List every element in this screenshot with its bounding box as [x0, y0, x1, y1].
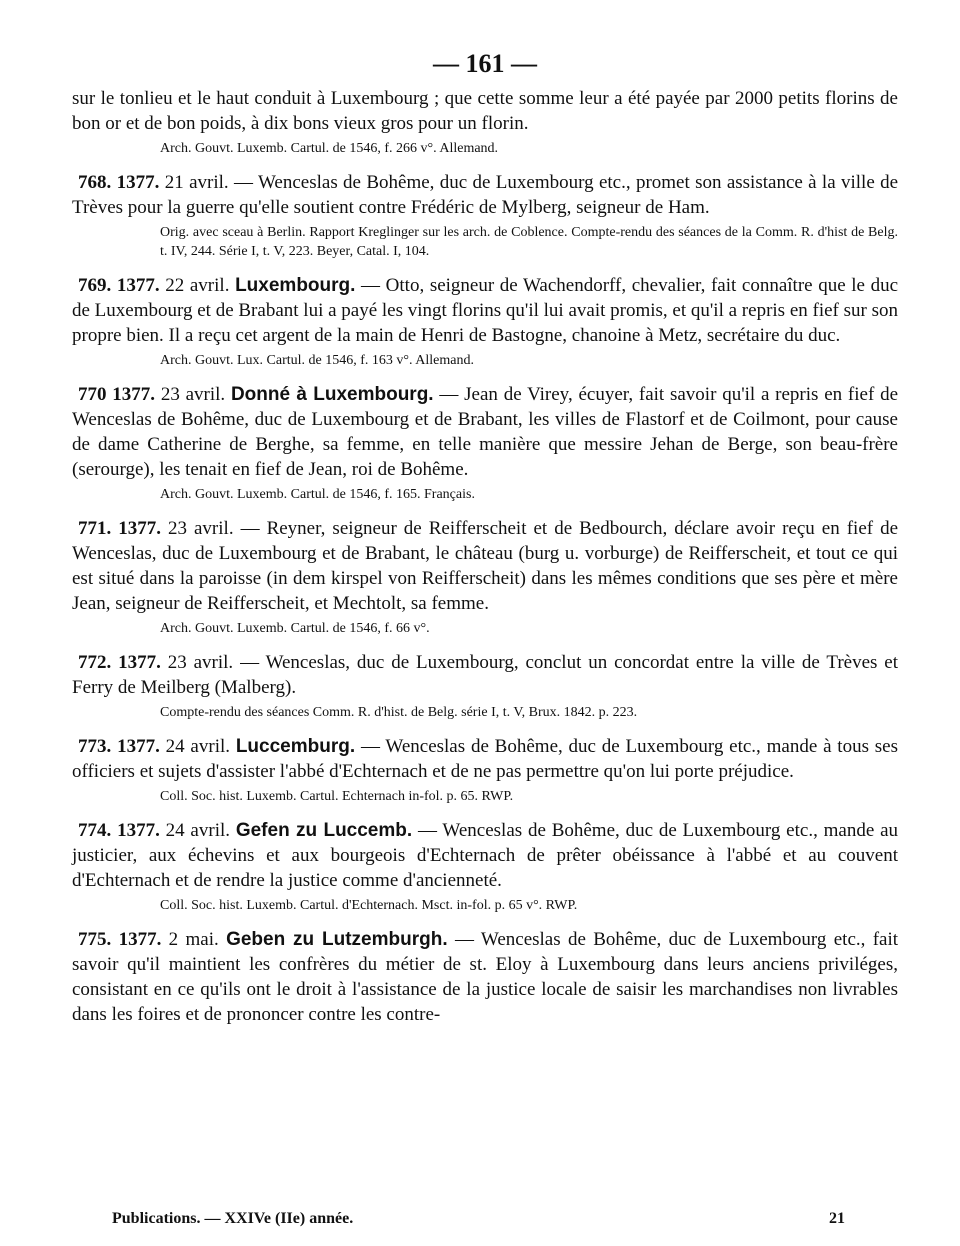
intro-source: Arch. Gouvt. Luxemb. Cartul. de 1546, f. 266 v°. Allemand.: [160, 141, 499, 156]
entry-year: 1377.: [116, 172, 160, 193]
entry-year: 1377.: [118, 652, 161, 673]
entry-year: 1377.: [118, 929, 162, 950]
entry-paragraph: [72, 170, 898, 220]
entry-source: Arch. Gouvt. Lux. Cartul. de 1546, f. 163 v°. Allemand.: [160, 353, 474, 368]
entry-year: 1377.: [112, 384, 156, 405]
entry-date: 24 avril.: [165, 736, 231, 757]
entry-paragraph: [72, 516, 898, 616]
entry-source: Orig. avec sceau à Berlin. Rapport Kreglinger sur les arch. de Coblence. Compte-rendu des séances de la Comm. R. d'hist de Belg. t. IV, 244. Série I, t. V, 223. Beyer, Catal. I, 104.: [160, 225, 898, 259]
entry-text: — Wenceslas de Bohême, duc de Luxembourg etc., fait savoir qu'il maintient les confrères du métier de st. Eloy à Luxembourg dans leurs anciens priviléges, consistant en ce qu'ils ont le droit à l'assistance de la justice locale de saisir les marchandises non livrables dans les foires et de prononcer contre les contre-: [72, 929, 899, 1025]
intro-block: [72, 86, 898, 158]
entry-number: 769.: [78, 275, 112, 296]
intro-text: sur le tonlieu et le haut conduit à Luxembourg ; que cette somme leur a été payée par 2000 petits florins de bon or et de bon poids, à dix bons vieux gros pour un florin.: [72, 88, 898, 134]
entry-year: 1377.: [118, 518, 161, 539]
footer-publication: Publications. — XXIVe (IIe) année.: [112, 1210, 354, 1227]
entry-1: [72, 273, 898, 370]
page-number: — 161 —: [433, 49, 537, 78]
page-footer: [112, 1210, 845, 1228]
entry-place: Donné à Luxembourg.: [230, 384, 434, 405]
entry-date: 2 mai.: [168, 929, 219, 950]
entry-paragraph: [72, 734, 898, 784]
entry-number: 768.: [78, 172, 112, 193]
entry-text: — Jean de Virey, écuyer, fait savoir qu'il a repris en fief de Wenceslas de Bohême, duc de Luxembourg et de Brabant, les villes de Flastorf et de Coilmont, pour cause de dame Catherine de Berghe, sa femme, en telle manière que messire Jehan de Berge, son beau-frère (serourge), les tenait en fief de Jean, roi de Bohême.: [72, 384, 898, 480]
entry-year: 1377.: [116, 275, 160, 296]
entry-place: Gefen zu Luccemb.: [235, 820, 413, 841]
entry-text: — Reyner, seigneur de Reifferscheit et de Bedbourch, déclare avoir reçu en fief de Wenceslas, duc de Luxembourg et de Brabant, le château (burg u. vorburge) de Reifferscheit, et tout ce qui est situé dans la paroisse (in dem kirspel von Reifferscheit) dans les mêmes conditions que ses père et mère Jean, seigneur de Reifferscheit, et Mechtolt, sa femme.: [72, 518, 899, 614]
entry-paragraph: [72, 382, 898, 482]
entry-text: — Wenceslas de Bohême, duc de Luxembourg etc., mande au justicier, aux échevins et aux bourgeois d'Echternach de prêter obéissance à l'abbé et au couvent d'Echternach et de rendre la justice comme d'ancienneté.: [72, 820, 899, 891]
entry-date: 22 avril.: [165, 275, 230, 296]
entry-2: [72, 382, 898, 504]
entry-date: 23 avril.: [167, 652, 234, 673]
entry-6: [72, 818, 898, 915]
entry-source: Arch. Gouvt. Luxemb. Cartul. de 1546, f. 66 v°.: [160, 621, 430, 636]
footer-signature: 21: [829, 1210, 845, 1227]
entry-date: 24 avril.: [165, 820, 231, 841]
entry-paragraph: [72, 650, 898, 700]
entry-number: 773.: [78, 736, 112, 757]
entry-4: [72, 650, 898, 722]
entry-year: 1377.: [117, 736, 160, 757]
entry-source: Coll. Soc. hist. Luxemb. Cartul. d'Echternach. Msct. in-fol. p. 65 v°. RWP.: [160, 898, 578, 913]
entry-text: — Otto, seigneur de Wachendorff, chevalier, fait connaître que le duc de Luxembourg et de Brabant lui a payé les vingt florins qu'il lui avait promis, et qu'il a repris en fief sur son propre bien. Il a reçu cet argent de la main de Henri de Bastogne, chanoine à Metz, secrétaire du duc.: [72, 275, 899, 346]
entry-number: 771.: [78, 518, 112, 539]
entry-text: — Wenceslas, duc de Luxembourg, conclut un concordat entre la ville de Trèves et Ferry de Meilberg (Malberg).: [72, 652, 898, 698]
entry-date: 23 avril.: [168, 518, 234, 539]
entry-text: — Wenceslas de Bohême, duc de Luxembourg etc., mande à tous ses officiers et sujets d'assister l'abbé d'Echternach et de ne pas permettre qu'on lui porte préjudice.: [72, 736, 899, 782]
entry-date: 23 avril.: [160, 384, 226, 405]
entry-place: Luccemburg.: [235, 736, 356, 757]
entry-number: 775.: [78, 929, 112, 950]
entry-place: Luxembourg.: [235, 275, 356, 296]
entry-number: 770: [78, 384, 107, 405]
entry-3: [72, 516, 898, 638]
entry-source: Compte-rendu des séances Comm. R. d'hist. de Belg. série I, t. V, Brux. 1842. p. 223.: [160, 705, 638, 720]
entry-number: 772.: [78, 652, 112, 673]
entries-list: [72, 170, 898, 1027]
entry-5: [72, 734, 898, 806]
entry-text: — Wenceslas de Bohême, duc de Luxembourg etc., promet son assistance à la ville de Trèves pour la guerre qu'elle soutient contre Frédéric de Mylberg, seigneur de Ham.: [72, 172, 899, 218]
entry-7: [72, 927, 898, 1027]
entry-paragraph: [72, 818, 898, 893]
entry-date: 21 avril.: [164, 172, 229, 193]
entry-number: 774.: [78, 820, 112, 841]
entry-year: 1377.: [117, 820, 160, 841]
entry-source: Arch. Gouvt. Luxemb. Cartul. de 1546, f. 165. Français.: [160, 487, 475, 502]
entry-place: Geben zu Lutzemburgh.: [226, 929, 448, 950]
entry-paragraph: [72, 927, 898, 1027]
entry-0: [72, 170, 898, 261]
entry-paragraph: [72, 273, 898, 348]
entry-source: Coll. Soc. hist. Luxemb. Cartul. Echternach in-fol. p. 65. RWP.: [160, 789, 514, 804]
